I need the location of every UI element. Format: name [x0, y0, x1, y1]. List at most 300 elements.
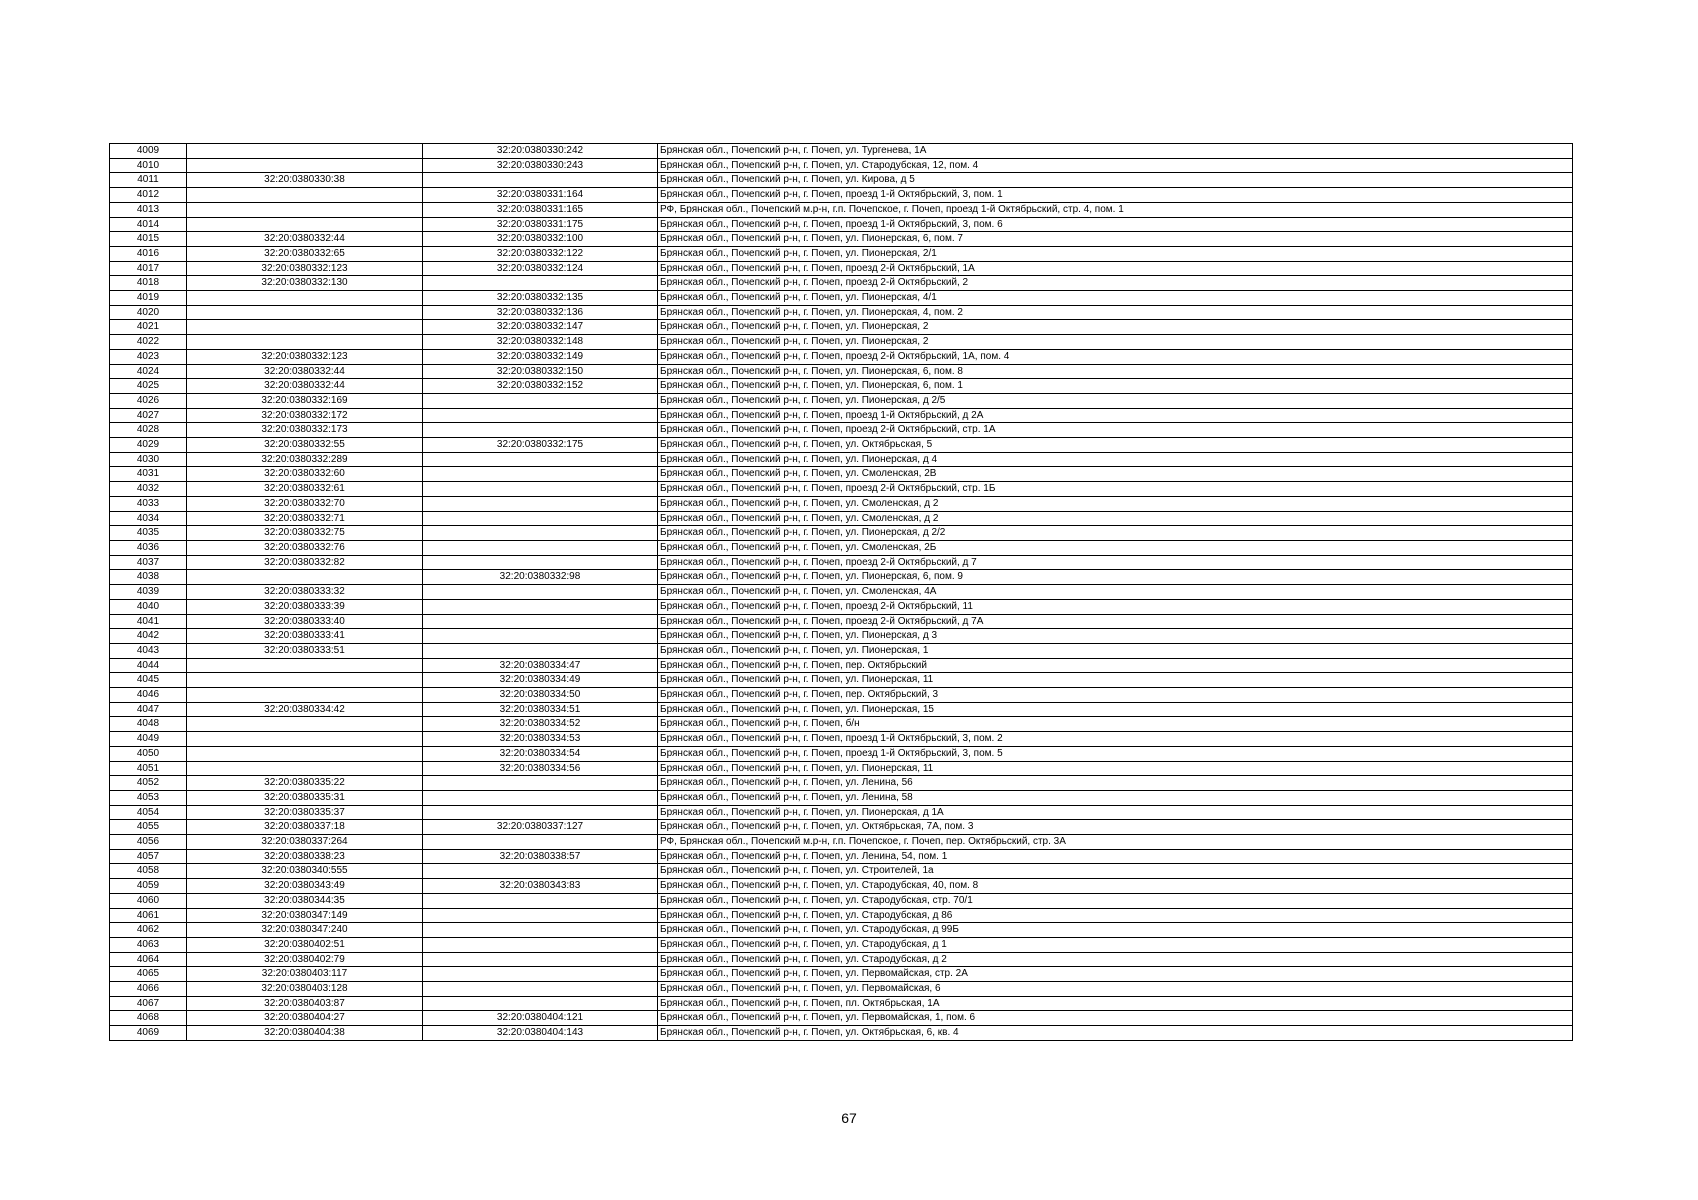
row-number: 4018 — [110, 276, 187, 291]
table-row — [110, 982, 1573, 997]
cadastral-number-2-cell — [423, 952, 658, 967]
row-number: 4044 — [110, 658, 187, 673]
row-number: 4055 — [110, 820, 187, 835]
cadastral-number-cell: 32:20:0380334:42 — [187, 702, 423, 717]
table-row — [110, 202, 1573, 217]
row-number: 4027 — [110, 408, 187, 423]
cadastral-number-2-cell: 32:20:0380332:98 — [423, 570, 658, 585]
cadastral-number-cell: 32:20:0380332:75 — [187, 526, 423, 541]
row-number: 4046 — [110, 688, 187, 703]
cadastral-number-cell: 32:20:0380403:87 — [187, 996, 423, 1011]
table-row — [110, 746, 1573, 761]
address-cell: Брянская обл., Почепский р-н, г. Почеп, проезд 2-й Октябрьский, стр. 1Б — [658, 482, 1573, 497]
row-number: 4021 — [110, 320, 187, 335]
cadastral-number-cell: 32:20:0380332:123 — [187, 261, 423, 276]
cadastral-number-cell: 32:20:0380333:40 — [187, 614, 423, 629]
table-row — [110, 482, 1573, 497]
address-cell: Брянская обл., Почепский р-н, г. Почеп, б/н — [658, 717, 1573, 732]
cadastral-number-cell — [187, 761, 423, 776]
address-cell: Брянская обл., Почепский р-н, г. Почеп, ул. Стародубская, стр. 70/1 — [658, 893, 1573, 908]
table-row — [110, 305, 1573, 320]
cadastral-number-2-cell — [423, 967, 658, 982]
address-cell: Брянская обл., Почепский р-н, г. Почеп, ул. Ленина, 58 — [658, 790, 1573, 805]
address-cell: Брянская обл., Почепский р-н, г. Почеп, ул. Стародубская, 40, пом. 8 — [658, 879, 1573, 894]
table-row — [110, 261, 1573, 276]
cadastral-number-cell — [187, 335, 423, 350]
cadastral-number-2-cell: 32:20:0380332:147 — [423, 320, 658, 335]
address-cell: Брянская обл., Почепский р-н, г. Почеп, проезд 2-й Октябрьский, 1А, пом. 4 — [658, 349, 1573, 364]
row-number: 4066 — [110, 982, 187, 997]
address-cell: Брянская обл., Почепский р-н, г. Почеп, ул. Пионерская, д 2/2 — [658, 526, 1573, 541]
cadastral-number-2-cell — [423, 790, 658, 805]
table-row — [110, 438, 1573, 453]
table-row — [110, 805, 1573, 820]
row-number: 4019 — [110, 291, 187, 306]
cadastral-number-cell: 32:20:0380402:51 — [187, 937, 423, 952]
cadastral-number-2-cell: 32:20:0380330:243 — [423, 158, 658, 173]
table-row — [110, 658, 1573, 673]
address-cell: Брянская обл., Почепский р-н, г. Почеп, ул. Пионерская, 2 — [658, 320, 1573, 335]
cadastral-number-2-cell — [423, 511, 658, 526]
cadastral-number-cell: 32:20:0380343:49 — [187, 879, 423, 894]
cadastral-number-2-cell — [423, 908, 658, 923]
row-number: 4069 — [110, 1026, 187, 1041]
row-number: 4032 — [110, 482, 187, 497]
address-cell: Брянская обл., Почепский р-н, г. Почеп, ул. Октябрьская, 5 — [658, 438, 1573, 453]
row-number: 4067 — [110, 996, 187, 1011]
table-row — [110, 188, 1573, 203]
row-number: 4054 — [110, 805, 187, 820]
table-row — [110, 452, 1573, 467]
cadastral-number-cell: 32:20:0380347:240 — [187, 923, 423, 938]
cadastral-number-2-cell: 32:20:0380338:57 — [423, 849, 658, 864]
row-number: 4014 — [110, 217, 187, 232]
address-cell: Брянская обл., Почепский р-н, г. Почеп, проезд 2-й Октябрьский, 11 — [658, 599, 1573, 614]
table-row — [110, 467, 1573, 482]
row-number: 4060 — [110, 893, 187, 908]
address-cell: Брянская обл., Почепский р-н, г. Почеп, ул. Кирова, д 5 — [658, 173, 1573, 188]
cadastral-number-cell — [187, 320, 423, 335]
row-number: 4026 — [110, 393, 187, 408]
cadastral-number-2-cell: 32:20:0380334:53 — [423, 732, 658, 747]
table-row — [110, 776, 1573, 791]
table-row — [110, 908, 1573, 923]
row-number: 4017 — [110, 261, 187, 276]
cadastral-number-2-cell — [423, 585, 658, 600]
row-number: 4025 — [110, 379, 187, 394]
row-number: 4024 — [110, 364, 187, 379]
table-row — [110, 173, 1573, 188]
row-number: 4034 — [110, 511, 187, 526]
address-cell: Брянская обл., Почепский р-н, г. Почеп, ул. Стародубская, д 86 — [658, 908, 1573, 923]
cadastral-number-2-cell: 32:20:0380334:56 — [423, 761, 658, 776]
cadastral-number-2-cell — [423, 496, 658, 511]
cadastral-number-2-cell: 32:20:0380343:83 — [423, 879, 658, 894]
row-number: 4011 — [110, 173, 187, 188]
cadastral-number-cell: 32:20:0380332:61 — [187, 482, 423, 497]
row-number: 4051 — [110, 761, 187, 776]
address-cell: Брянская обл., Почепский р-н, г. Почеп, ул. Пионерская, 11 — [658, 761, 1573, 776]
table-row — [110, 688, 1573, 703]
cadastral-number-cell: 32:20:0380403:128 — [187, 982, 423, 997]
cadastral-number-2-cell — [423, 982, 658, 997]
cadastral-number-2-cell: 32:20:0380404:143 — [423, 1026, 658, 1041]
cadastral-number-cell — [187, 217, 423, 232]
cadastral-number-2-cell — [423, 923, 658, 938]
address-cell: Брянская обл., Почепский р-н, г. Почеп, ул. Пионерская, д 2/5 — [658, 393, 1573, 408]
table-row — [110, 643, 1573, 658]
cadastral-number-cell: 32:20:0380402:79 — [187, 952, 423, 967]
cadastral-number-2-cell — [423, 864, 658, 879]
table-row — [110, 952, 1573, 967]
row-number: 4061 — [110, 908, 187, 923]
cadastral-number-cell: 32:20:0380335:22 — [187, 776, 423, 791]
cadastral-number-2-cell — [423, 276, 658, 291]
cadastral-number-cell: 32:20:0380332:70 — [187, 496, 423, 511]
address-cell: Брянская обл., Почепский р-н, г. Почеп, пер. Октябрьский — [658, 658, 1573, 673]
cadastral-number-2-cell — [423, 614, 658, 629]
row-number: 4010 — [110, 158, 187, 173]
row-number: 4012 — [110, 188, 187, 203]
cadastral-number-cell: 32:20:0380332:60 — [187, 467, 423, 482]
row-number: 4038 — [110, 570, 187, 585]
cadastral-number-2-cell — [423, 893, 658, 908]
table-row — [110, 423, 1573, 438]
cadastral-number-cell — [187, 188, 423, 203]
row-number: 4029 — [110, 438, 187, 453]
cadastral-number-cell: 32:20:0380403:117 — [187, 967, 423, 982]
cadastral-number-cell: 32:20:0380332:130 — [187, 276, 423, 291]
cadastral-number-cell — [187, 202, 423, 217]
address-cell: Брянская обл., Почепский р-н, г. Почеп, проезд 1-й Октябрьский, 3, пом. 6 — [658, 217, 1573, 232]
cadastral-number-cell: 32:20:0380340:555 — [187, 864, 423, 879]
cadastral-number-cell: 32:20:0380332:123 — [187, 349, 423, 364]
cadastral-number-cell — [187, 673, 423, 688]
address-cell: Брянская обл., Почепский р-н, г. Почеп, ул. Пионерская, 1 — [658, 643, 1573, 658]
table-row — [110, 1011, 1573, 1026]
row-number: 4062 — [110, 923, 187, 938]
row-number: 4064 — [110, 952, 187, 967]
address-cell: Брянская обл., Почепский р-н, г. Почеп, ул. Пионерская, 11 — [658, 673, 1573, 688]
address-cell: Брянская обл., Почепский р-н, г. Почеп, ул. Стародубская, д 99Б — [658, 923, 1573, 938]
cadastral-number-2-cell: 32:20:0380334:52 — [423, 717, 658, 732]
cadastral-number-2-cell: 32:20:0380337:127 — [423, 820, 658, 835]
table-row — [110, 893, 1573, 908]
row-number: 4053 — [110, 790, 187, 805]
row-number: 4031 — [110, 467, 187, 482]
row-number: 4065 — [110, 967, 187, 982]
address-cell: Брянская обл., Почепский р-н, г. Почеп, ул. Пионерская, д 4 — [658, 452, 1573, 467]
address-cell: Брянская обл., Почепский р-н, г. Почеп, ул. Смоленская, д 2 — [658, 496, 1573, 511]
cadastral-number-cell — [187, 158, 423, 173]
table-row — [110, 320, 1573, 335]
row-number: 4042 — [110, 629, 187, 644]
cadastral-number-2-cell — [423, 173, 658, 188]
cadastral-number-cell: 32:20:0380344:35 — [187, 893, 423, 908]
table-row — [110, 849, 1573, 864]
address-cell: Брянская обл., Почепский р-н, г. Почеп, проезд 2-й Октябрьский, д 7А — [658, 614, 1573, 629]
cadastral-number-2-cell — [423, 467, 658, 482]
cadastral-number-2-cell: 32:20:0380334:47 — [423, 658, 658, 673]
address-cell: Брянская обл., Почепский р-н, г. Почеп, пер. Октябрьский, 3 — [658, 688, 1573, 703]
table-row — [110, 879, 1573, 894]
cadastral-number-2-cell — [423, 423, 658, 438]
row-number: 4058 — [110, 864, 187, 879]
cadastral-number-cell: 32:20:0380333:39 — [187, 599, 423, 614]
cadastral-number-cell: 32:20:0380337:18 — [187, 820, 423, 835]
address-cell: Брянская обл., Почепский р-н, г. Почеп, ул. Пионерская, 6, пом. 8 — [658, 364, 1573, 379]
cadastral-number-2-cell: 32:20:0380332:149 — [423, 349, 658, 364]
cadastral-number-2-cell: 32:20:0380332:175 — [423, 438, 658, 453]
row-number: 4022 — [110, 335, 187, 350]
cadastral-number-2-cell — [423, 805, 658, 820]
address-cell: Брянская обл., Почепский р-н, г. Почеп, ул. Стародубская, д 1 — [658, 937, 1573, 952]
cadastral-number-cell — [187, 717, 423, 732]
cadastral-number-2-cell — [423, 937, 658, 952]
table-row — [110, 379, 1573, 394]
table-row — [110, 335, 1573, 350]
row-number: 4056 — [110, 835, 187, 850]
row-number: 4045 — [110, 673, 187, 688]
address-cell: Брянская обл., Почепский р-н, г. Почеп, проезд 1-й Октябрьский, 3, пом. 1 — [658, 188, 1573, 203]
cadastral-number-2-cell: 32:20:0380330:242 — [423, 144, 658, 159]
row-number: 4036 — [110, 540, 187, 555]
address-cell: Брянская обл., Почепский р-н, г. Почеп, ул. Первомайская, 1, пом. 6 — [658, 1011, 1573, 1026]
address-cell: Брянская обл., Почепский р-н, г. Почеп, ул. Первомайская, стр. 2А — [658, 967, 1573, 982]
table-row — [110, 835, 1573, 850]
cadastral-number-2-cell — [423, 482, 658, 497]
table-row — [110, 629, 1573, 644]
cadastral-number-cell: 32:20:0380404:27 — [187, 1011, 423, 1026]
table-row — [110, 540, 1573, 555]
cadastral-number-cell: 32:20:0380335:31 — [187, 790, 423, 805]
address-cell: Брянская обл., Почепский р-н, г. Почеп, ул. Пионерская, 2 — [658, 335, 1573, 350]
row-number: 4063 — [110, 937, 187, 952]
row-number: 4013 — [110, 202, 187, 217]
cadastral-number-cell: 32:20:0380332:44 — [187, 232, 423, 247]
cadastral-number-2-cell: 32:20:0380332:124 — [423, 261, 658, 276]
table-row — [110, 393, 1573, 408]
row-number: 4037 — [110, 555, 187, 570]
table-row — [110, 349, 1573, 364]
table-row — [110, 276, 1573, 291]
cadastral-number-cell — [187, 746, 423, 761]
table-row — [110, 717, 1573, 732]
cadastral-number-2-cell: 32:20:0380332:148 — [423, 335, 658, 350]
address-cell: Брянская обл., Почепский р-н, г. Почеп, ул. Пионерская, 2/1 — [658, 246, 1573, 261]
row-number: 4028 — [110, 423, 187, 438]
table-row — [110, 790, 1573, 805]
table-row — [110, 555, 1573, 570]
cadastral-number-cell: 32:20:0380332:172 — [187, 408, 423, 423]
table-row — [110, 732, 1573, 747]
table-row — [110, 158, 1573, 173]
address-cell: Брянская обл., Почепский р-н, г. Почеп, проезд 1-й Октябрьский, 3, пом. 5 — [658, 746, 1573, 761]
table-row — [110, 996, 1573, 1011]
cadastral-number-cell: 32:20:0380333:41 — [187, 629, 423, 644]
table-row — [110, 408, 1573, 423]
row-number: 4052 — [110, 776, 187, 791]
row-number: 4035 — [110, 526, 187, 541]
address-cell: Брянская обл., Почепский р-н, г. Почеп, ул. Октябрьская, 6, кв. 4 — [658, 1026, 1573, 1041]
cadastral-number-2-cell: 32:20:0380334:51 — [423, 702, 658, 717]
address-cell: Брянская обл., Почепский р-н, г. Почеп, ул. Строителей, 1а — [658, 864, 1573, 879]
table-row — [110, 217, 1573, 232]
table-row — [110, 923, 1573, 938]
address-cell: Брянская обл., Почепский р-н, г. Почеп, ул. Тургенева, 1А — [658, 144, 1573, 159]
cadastral-number-2-cell: 32:20:0380331:165 — [423, 202, 658, 217]
address-cell: Брянская обл., Почепский р-н, г. Почеп, ул. Пионерская, д 1А — [658, 805, 1573, 820]
cadastral-number-cell: 32:20:0380332:289 — [187, 452, 423, 467]
row-number: 4049 — [110, 732, 187, 747]
cadastral-number-2-cell — [423, 835, 658, 850]
address-cell: Брянская обл., Почепский р-н, г. Почеп, проезд 1-й Октябрьский, 3, пом. 2 — [658, 732, 1573, 747]
table-row — [110, 599, 1573, 614]
address-cell: РФ, Брянская обл., Почепский м.р-н, г.п. Почепское, г. Почеп, проезд 1-й Октябрьский, стр. 4, пом. 1 — [658, 202, 1573, 217]
cadastral-number-cell: 32:20:0380332:55 — [187, 438, 423, 453]
cadastral-number-2-cell: 32:20:0380332:135 — [423, 291, 658, 306]
cadastral-number-cell: 32:20:0380332:71 — [187, 511, 423, 526]
cadastral-number-2-cell: 32:20:0380332:136 — [423, 305, 658, 320]
cadastral-number-2-cell — [423, 526, 658, 541]
address-cell: Брянская обл., Почепский р-н, г. Почеп, ул. Смоленская, 4А — [658, 585, 1573, 600]
cadastral-number-2-cell: 32:20:0380331:175 — [423, 217, 658, 232]
row-number: 4043 — [110, 643, 187, 658]
page-number: 67 — [841, 1110, 857, 1126]
table-row — [110, 614, 1573, 629]
address-cell: Брянская обл., Почепский р-н, г. Почеп, ул. Смоленская, д 2 — [658, 511, 1573, 526]
address-cell: Брянская обл., Почепский р-н, г. Почеп, ул. Пионерская, 4, пом. 2 — [658, 305, 1573, 320]
cadastral-number-cell: 32:20:0380332:65 — [187, 246, 423, 261]
address-cell: Брянская обл., Почепский р-н, г. Почеп, проезд 2-й Октябрьский, 1А — [658, 261, 1573, 276]
address-cell: Брянская обл., Почепский р-н, г. Почеп, ул. Пионерская, 4/1 — [658, 291, 1573, 306]
address-cell: Брянская обл., Почепский р-н, г. Почеп, ул. Пионерская, д 3 — [658, 629, 1573, 644]
row-number: 4016 — [110, 246, 187, 261]
row-number: 4015 — [110, 232, 187, 247]
cadastral-number-2-cell: 32:20:0380331:164 — [423, 188, 658, 203]
address-cell: Брянская обл., Почепский р-н, г. Почеп, ул. Пионерская, 6, пом. 1 — [658, 379, 1573, 394]
cadastral-number-cell: 32:20:0380404:38 — [187, 1026, 423, 1041]
cadastral-number-2-cell — [423, 643, 658, 658]
row-number: 4040 — [110, 599, 187, 614]
address-cell: Брянская обл., Почепский р-н, г. Почеп, ул. Пионерская, 15 — [658, 702, 1573, 717]
row-number: 4023 — [110, 349, 187, 364]
row-number: 4068 — [110, 1011, 187, 1026]
address-cell: Брянская обл., Почепский р-н, г. Почеп, проезд 1-й Октябрьский, д 2А — [658, 408, 1573, 423]
cadastral-number-cell: 32:20:0380337:264 — [187, 835, 423, 850]
cadastral-number-2-cell — [423, 540, 658, 555]
cadastral-number-cell: 32:20:0380333:51 — [187, 643, 423, 658]
table-row — [110, 820, 1573, 835]
cadastral-number-cell — [187, 658, 423, 673]
table-row — [110, 937, 1573, 952]
cadastral-number-cell: 32:20:0380332:44 — [187, 379, 423, 394]
row-number: 4057 — [110, 849, 187, 864]
cadastral-number-2-cell — [423, 629, 658, 644]
table-row — [110, 291, 1573, 306]
cadastral-number-2-cell: 32:20:0380404:121 — [423, 1011, 658, 1026]
cadastral-number-cell — [187, 732, 423, 747]
table-row — [110, 967, 1573, 982]
cadastral-number-2-cell: 32:20:0380334:49 — [423, 673, 658, 688]
cadastral-number-cell: 32:20:0380332:169 — [187, 393, 423, 408]
cadastral-number-2-cell: 32:20:0380332:100 — [423, 232, 658, 247]
cadastral-number-cell — [187, 305, 423, 320]
cadastral-number-cell: 32:20:0380330:38 — [187, 173, 423, 188]
address-cell: Брянская обл., Почепский р-н, г. Почеп, ул. Ленина, 56 — [658, 776, 1573, 791]
cadastral-number-cell — [187, 291, 423, 306]
address-cell: Брянская обл., Почепский р-н, г. Почеп, ул. Первомайская, 6 — [658, 982, 1573, 997]
cadastral-number-2-cell — [423, 599, 658, 614]
table-row — [110, 570, 1573, 585]
address-cell: Брянская обл., Почепский р-н, г. Почеп, пл. Октябрьская, 1А — [658, 996, 1573, 1011]
cadastral-number-2-cell — [423, 452, 658, 467]
address-cell: Брянская обл., Почепский р-н, г. Почеп, проезд 2-й Октябрьский, 2 — [658, 276, 1573, 291]
table-row — [110, 864, 1573, 879]
table-row — [110, 1026, 1573, 1041]
cadastral-number-cell: 32:20:0380333:32 — [187, 585, 423, 600]
row-number: 4041 — [110, 614, 187, 629]
table-row — [110, 364, 1573, 379]
table-row — [110, 585, 1573, 600]
row-number: 4009 — [110, 144, 187, 159]
cadastral-number-2-cell — [423, 996, 658, 1011]
cadastral-number-cell: 32:20:0380347:149 — [187, 908, 423, 923]
address-cell: Брянская обл., Почепский р-н, г. Почеп, ул. Ленина, 54, пом. 1 — [658, 849, 1573, 864]
address-cell: Брянская обл., Почепский р-н, г. Почеп, ул. Смоленская, 2Б — [658, 540, 1573, 555]
cadastral-number-2-cell — [423, 408, 658, 423]
row-number: 4039 — [110, 585, 187, 600]
address-cell: Брянская обл., Почепский р-н, г. Почеп, ул. Стародубская, 12, пом. 4 — [658, 158, 1573, 173]
cadastral-number-cell: 32:20:0380332:82 — [187, 555, 423, 570]
table-row — [110, 496, 1573, 511]
table-row — [110, 526, 1573, 541]
address-cell: Брянская обл., Почепский р-н, г. Почеп, ул. Смоленская, 2В — [658, 467, 1573, 482]
cadastral-number-cell — [187, 688, 423, 703]
cadastral-number-2-cell: 32:20:0380332:150 — [423, 364, 658, 379]
registry-table — [109, 143, 1573, 1041]
table-row — [110, 232, 1573, 247]
row-number: 4047 — [110, 702, 187, 717]
address-cell: Брянская обл., Почепский р-н, г. Почеп, проезд 2-й Октябрьский, стр. 1А — [658, 423, 1573, 438]
table-row — [110, 702, 1573, 717]
cadastral-number-cell: 32:20:0380332:44 — [187, 364, 423, 379]
cadastral-number-cell: 32:20:0380332:173 — [187, 423, 423, 438]
cadastral-number-2-cell — [423, 776, 658, 791]
row-number: 4059 — [110, 879, 187, 894]
cadastral-number-cell — [187, 144, 423, 159]
table-row — [110, 144, 1573, 159]
address-cell: РФ, Брянская обл., Почепский м.р-н, г.п. Почепское, г. Почеп, пер. Октябрьский, стр. 3А — [658, 835, 1573, 850]
cadastral-number-2-cell — [423, 555, 658, 570]
cadastral-number-2-cell: 32:20:0380334:50 — [423, 688, 658, 703]
address-cell: Брянская обл., Почепский р-н, г. Почеп, проезд 2-й Октябрьский, д 7 — [658, 555, 1573, 570]
row-number: 4020 — [110, 305, 187, 320]
cadastral-number-cell: 32:20:0380332:76 — [187, 540, 423, 555]
cadastral-number-2-cell: 32:20:0380332:122 — [423, 246, 658, 261]
table-row — [110, 246, 1573, 261]
row-number: 4050 — [110, 746, 187, 761]
address-cell: Брянская обл., Почепский р-н, г. Почеп, ул. Пионерская, 6, пом. 7 — [658, 232, 1573, 247]
table-row — [110, 511, 1573, 526]
table-row — [110, 673, 1573, 688]
cadastral-number-2-cell: 32:20:0380332:152 — [423, 379, 658, 394]
row-number: 4030 — [110, 452, 187, 467]
cadastral-number-2-cell — [423, 393, 658, 408]
row-number: 4048 — [110, 717, 187, 732]
table-row — [110, 761, 1573, 776]
registry-table-body — [110, 144, 1573, 1041]
